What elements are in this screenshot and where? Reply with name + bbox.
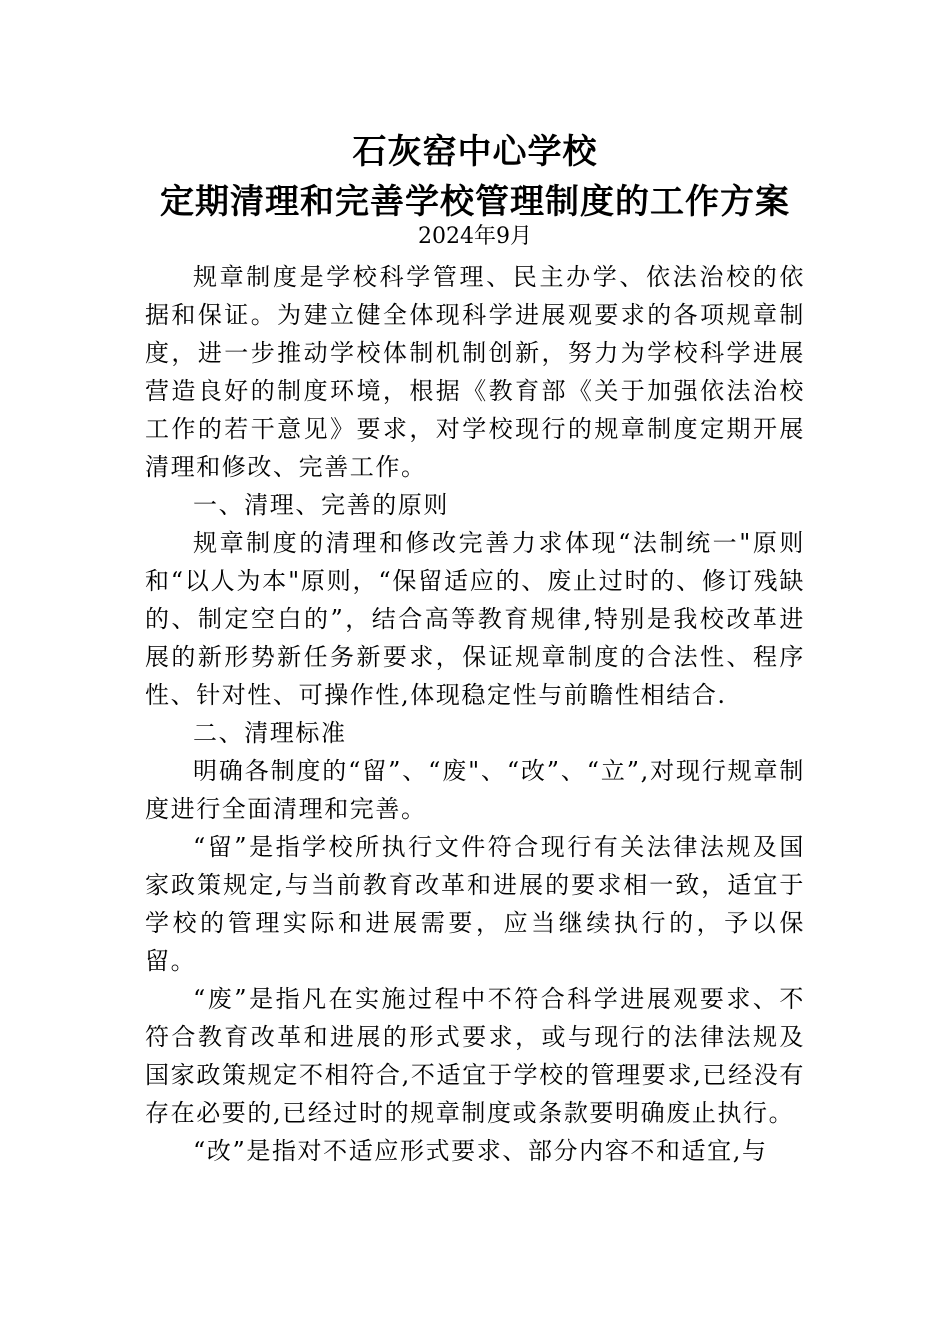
- revise-paragraph: “改”是指对不适应形式要求、部分内容不和适宜,与: [193, 1137, 768, 1165]
- abolish-paragraph: “废”是指凡在实施过程中不符合科学进展观要求、不符合教育改革和进展的形式要求，或与现行的法律法规及国家政策规定不相符合,不适宜于学校的管理要求,已经没有存在必要的,已经过时的规章制度或条款要明确废止执行。: [145, 985, 805, 1127]
- intro-paragraph: 规章制度是学校科学管理、民主办学、依法治校的依据和保证。为建立健全体现科学进展观要求的各项规章制度，进一步推动学校体制机制创新，努力为学校科学进展营造良好的制度环境，根据《教育部《关于加强依法治校工作的若干意见》要求，对学校现行的规章制度定期开展清理和修改、完善工作。: [145, 263, 805, 481]
- section-heading-principles: 一、清理、完善的原则: [193, 491, 449, 519]
- document-body: [145, 258, 805, 1170]
- principles-paragraph: 规章制度的清理和修改完善力求体现“法制统一"原则和“以人为本"原则，“保留适应的、废止过时的、修订残缺的、制定空白的”，结合高等教育规律,特别是我校改革进展的新形势新任务新要求，保证规章制度的合法性、程序性、针对性、可操作性,体现稳定性与前瞻性相结合.: [145, 529, 805, 709]
- document-title: 定期清理和完善学校管理制度的工作方案: [160, 182, 790, 222]
- standards-paragraph: 明确各制度的“留”、“废"、“改”、“立”,对现行规章制度进行全面清理和完善。: [145, 757, 805, 823]
- section-heading-standards: 二、清理标准: [193, 719, 347, 747]
- keep-paragraph: “留”是指学校所执行文件符合现行有关法律法规及国家政策规定,与当前教育改革和进展的要求相一致，适宜于学校的管理实际和进展需要，应当继续执行的，予以保留。: [145, 833, 805, 975]
- school-title: 石灰窑中心学校: [352, 132, 598, 172]
- document-date: 2024年9月: [418, 224, 532, 249]
